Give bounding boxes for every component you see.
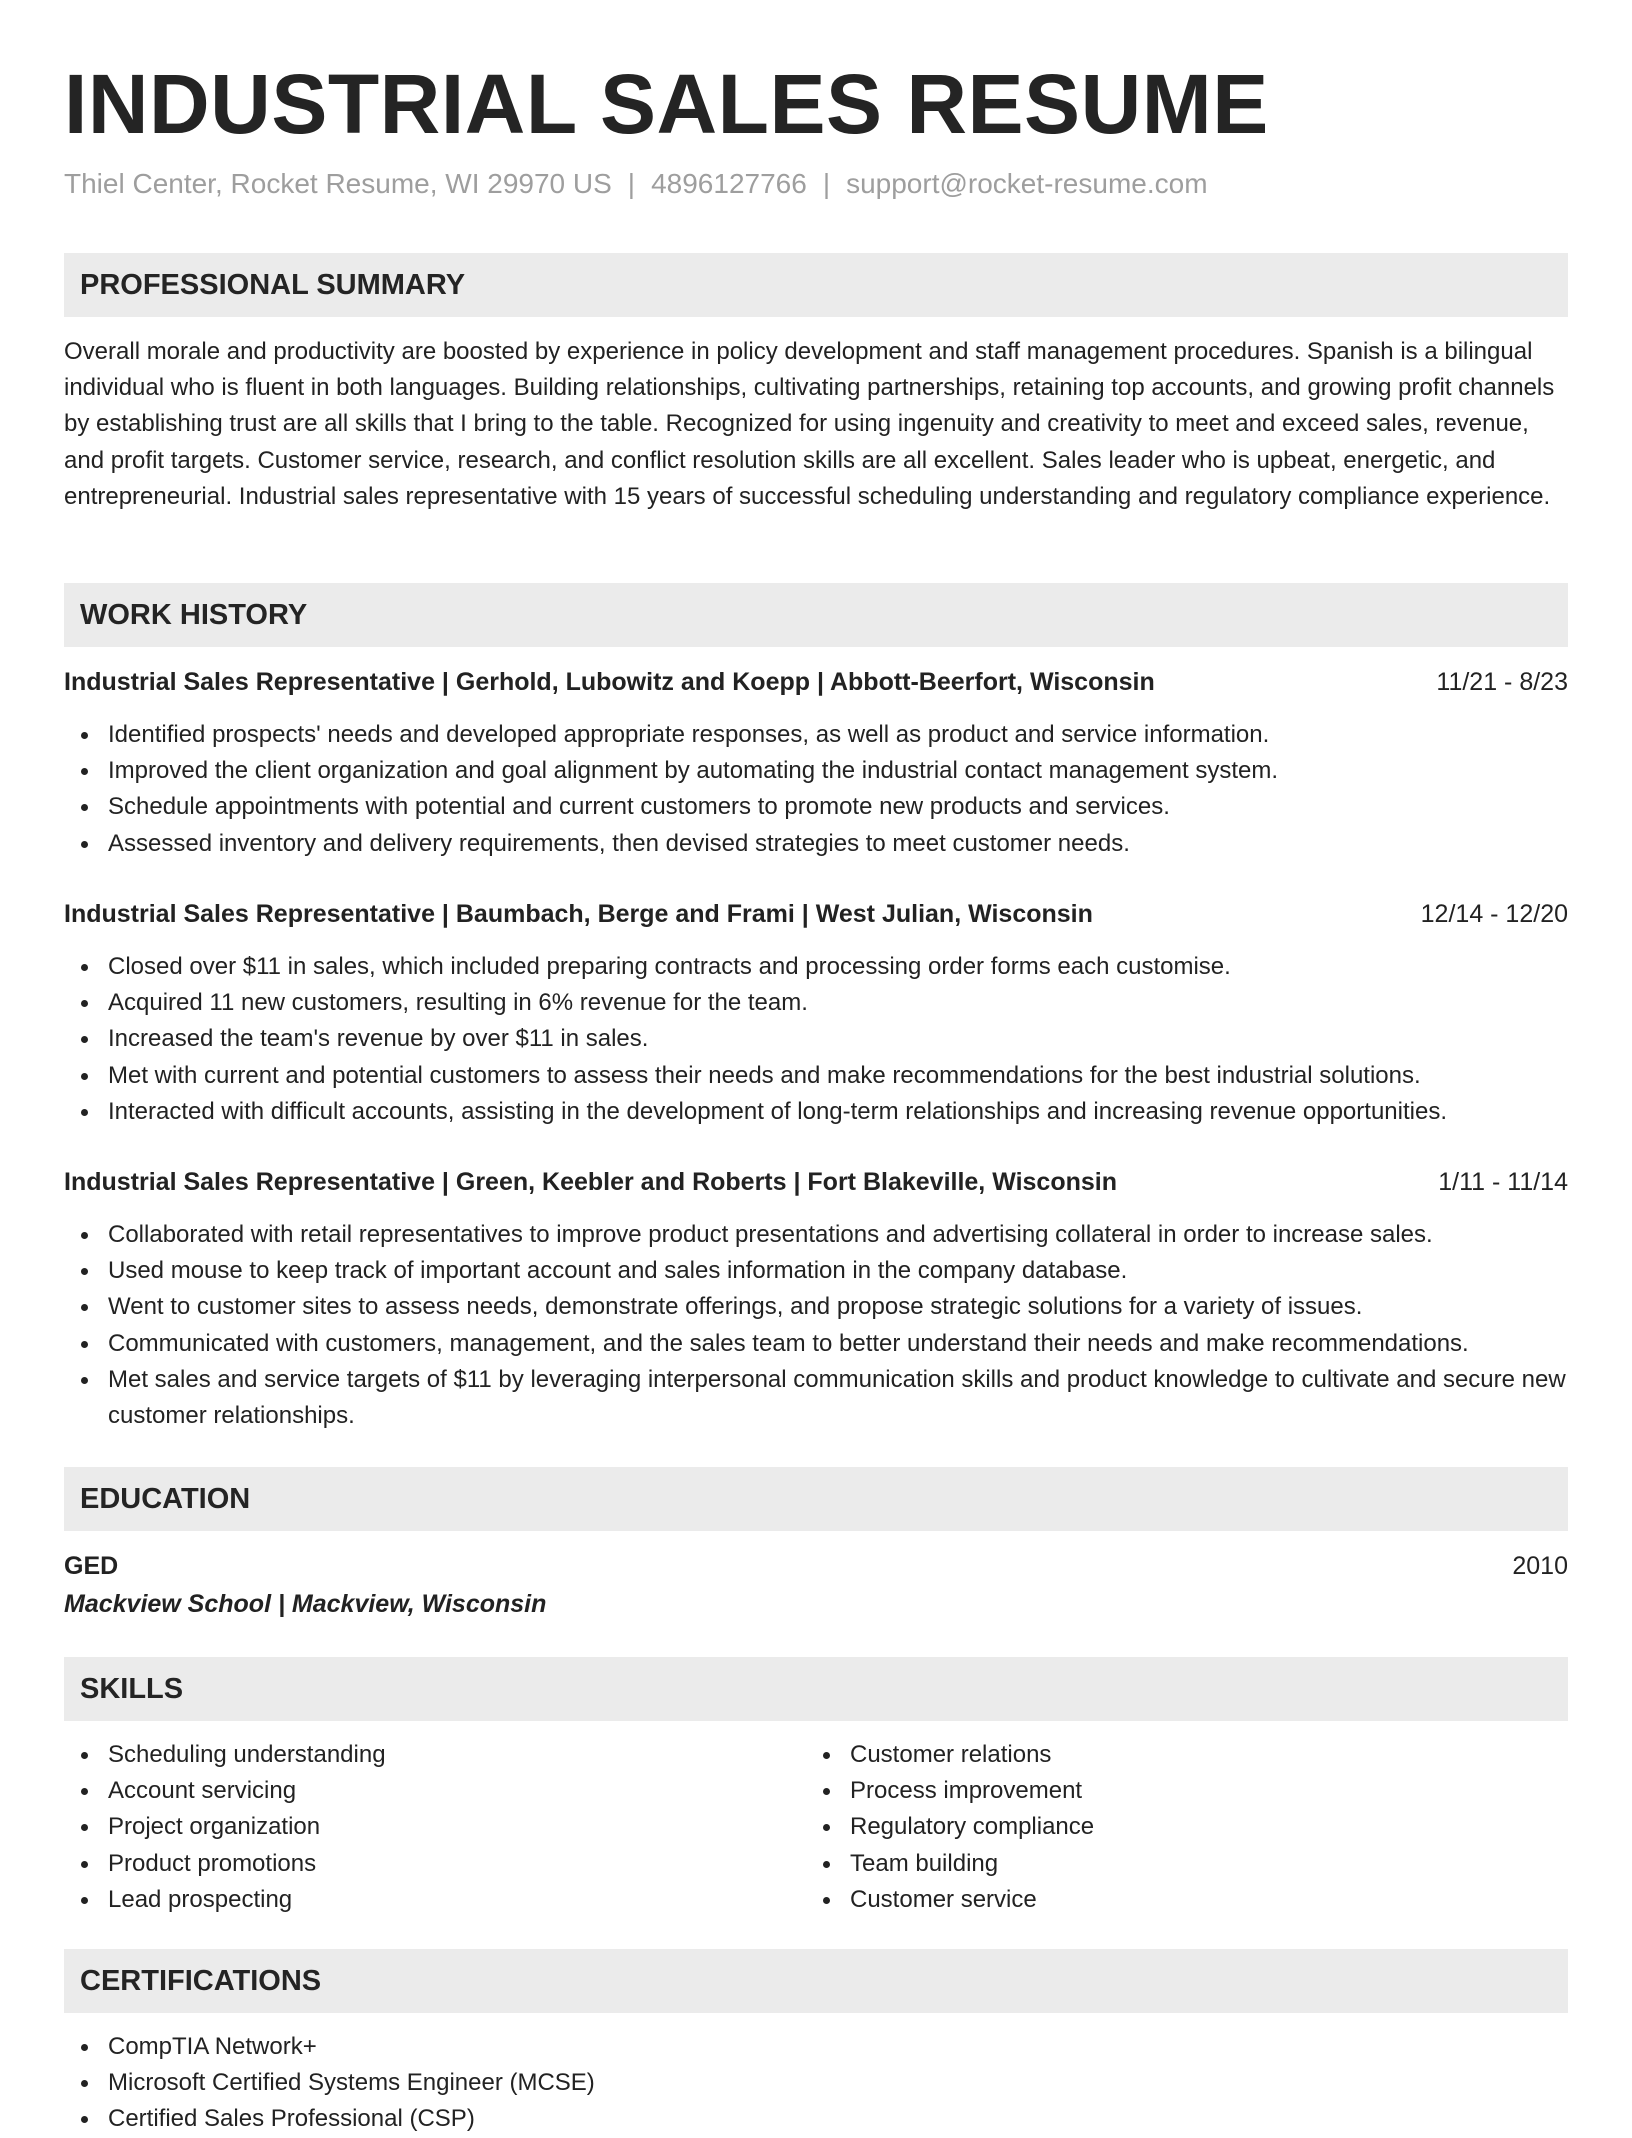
job-dates: 1/11 - 11/14 — [1438, 1168, 1568, 1196]
contact-separator: | — [822, 168, 831, 199]
education-school: Mackview School | Mackview, Wisconsin — [64, 1590, 547, 1618]
contact-address: Thiel Center, Rocket Resume, WI 29970 US — [64, 168, 612, 199]
skill-item: Customer service — [806, 1882, 1506, 1918]
job-bullet: Schedule appointments with potential and current customers to promote new products and services. — [64, 789, 1568, 825]
education-degree: GED — [64, 1552, 119, 1580]
skill-item: Account servicing — [64, 1773, 764, 1809]
job-dates: 11/21 - 8/23 — [1436, 668, 1568, 696]
job-bullet: Assessed inventory and delivery requirements, then devised strategies to meet customer needs. — [64, 826, 1568, 862]
job-bullet: Used mouse to keep track of important account and sales information in the company database. — [64, 1253, 1568, 1289]
skill-item: Regulatory compliance — [806, 1809, 1506, 1845]
education-year: 2010 — [1512, 1552, 1568, 1580]
certification-item: Certified Sales Professional (CSP) — [64, 2101, 1568, 2137]
section-header-certifications: CERTIFICATIONS — [64, 1949, 1568, 2013]
section-header-education: EDUCATION — [64, 1467, 1568, 1531]
job-heading: Industrial Sales Representative | Baumbach, Berge and Frami | West Julian, Wisconsin — [64, 900, 1093, 928]
job-bullet: Met sales and service targets of $11 by leveraging interpersonal communication skills and product knowledge to cultivate and secure new customer relationships. — [64, 1362, 1568, 1434]
contact-separator: | — [627, 168, 636, 199]
job-bullet: Met with current and potential customers to assess their needs and make recommendations for the best industrial solutions. — [64, 1058, 1568, 1094]
contact-line — [64, 166, 1208, 202]
job-bullet: Went to customer sites to assess needs, demonstrate offerings, and propose strategic solutions for a variety of issues. — [64, 1289, 1568, 1325]
skill-item: Product promotions — [64, 1846, 764, 1882]
skill-item: Project organization — [64, 1809, 764, 1845]
resume-title: INDUSTRIAL SALES RESUME — [64, 57, 1269, 151]
job-bullet: Identified prospects' needs and developed appropriate responses, as well as product and service information. — [64, 717, 1568, 753]
skills-list-right — [806, 1737, 1506, 1918]
contact-phone: 4896127766 — [651, 168, 807, 199]
job-bullet: Increased the team's revenue by over $11 in sales. — [64, 1021, 1568, 1057]
skills-list-left — [64, 1737, 764, 1918]
job-bullets — [64, 717, 1568, 862]
skill-item: Process improvement — [806, 1773, 1506, 1809]
job-bullet: Collaborated with retail representatives to improve product presentations and advertising collateral in order to increase sales. — [64, 1217, 1568, 1253]
job-bullet: Acquired 11 new customers, resulting in 6% revenue for the team. — [64, 985, 1568, 1021]
job-heading: Industrial Sales Representative | Green, Keebler and Roberts | Fort Blakeville, Wisconsin — [64, 1168, 1117, 1196]
section-header-summary: PROFESSIONAL SUMMARY — [64, 253, 1568, 317]
job-bullets — [64, 1217, 1568, 1434]
certifications-list — [64, 2029, 1568, 2138]
skill-item: Scheduling understanding — [64, 1737, 764, 1773]
job-bullets — [64, 949, 1568, 1130]
certification-item: CompTIA Network+ — [64, 2029, 1568, 2065]
job-bullet: Improved the client organization and goal alignment by automating the industrial contact management system. — [64, 753, 1568, 789]
section-header-skills: SKILLS — [64, 1657, 1568, 1721]
summary-text: Overall morale and productivity are boosted by experience in policy development and staff management procedures. Spanish is a bilingual individual who is fluent in both languages. Building relationships, cultivating partnerships, retaining top accounts, and growing profit channels by establishing trust are all skills that I bring to the table. Recognized for using ingenuity and creativity to meet and exceed sales, revenue, and profit targets. Customer service, research, and conflict resolution skills are all excellent. Sales leader who is upbeat, energetic, and entrepreneurial. Industrial sales representative with 15 years of successful scheduling understanding and regulatory compliance experience. — [64, 338, 1555, 510]
section-header-work-history: WORK HISTORY — [64, 583, 1568, 647]
skill-item: Lead prospecting — [64, 1882, 764, 1918]
job-heading: Industrial Sales Representative | Gerhold, Lubowitz and Koepp | Abbott-Beerfort, Wisconsin — [64, 668, 1155, 696]
skill-item: Team building — [806, 1846, 1506, 1882]
job-bullet: Closed over $11 in sales, which included preparing contracts and processing order forms each customise. — [64, 949, 1568, 985]
job-dates: 12/14 - 12/20 — [1420, 900, 1568, 928]
certification-item: Microsoft Certified Systems Engineer (MCSE) — [64, 2065, 1568, 2101]
skill-item: Customer relations — [806, 1737, 1506, 1773]
job-bullet: Interacted with difficult accounts, assisting in the development of long-term relationships and increasing revenue opportunities. — [64, 1094, 1568, 1130]
job-bullet: Communicated with customers, management, and the sales team to better understand their needs and make recommendations. — [64, 1326, 1568, 1362]
contact-email: support@rocket-resume.com — [846, 168, 1208, 199]
